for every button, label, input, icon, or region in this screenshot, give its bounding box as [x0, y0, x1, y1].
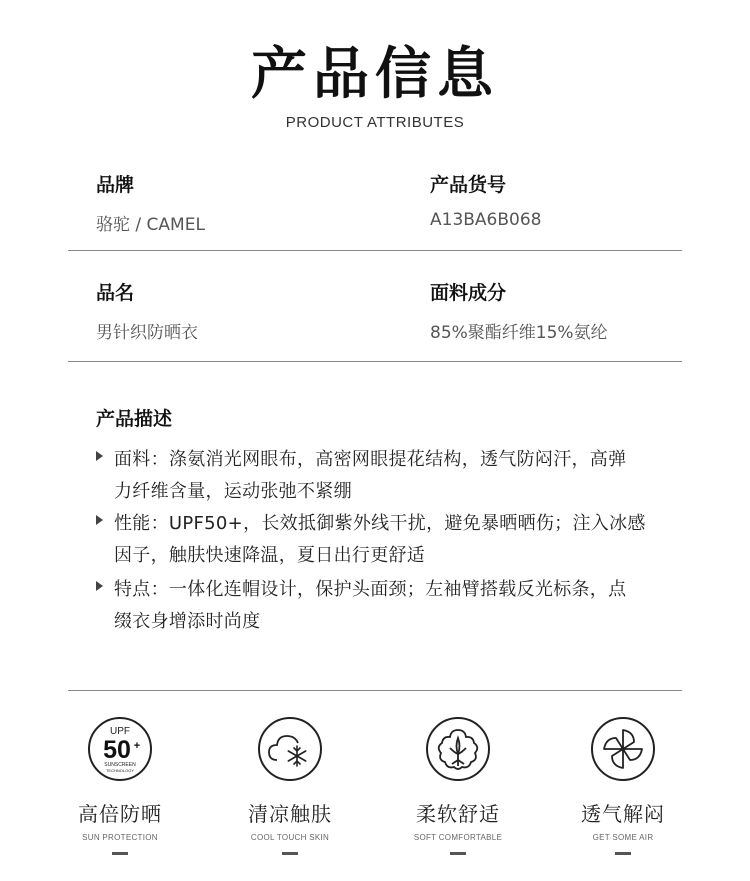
attribute-item-number	[430, 170, 541, 230]
fan-icon	[590, 716, 656, 782]
bullet-triangle-icon	[96, 515, 103, 525]
attribute-product-name	[96, 278, 198, 343]
attribute-value: 骆驼 / CAMEL	[96, 215, 205, 235]
upf-value: 50	[103, 736, 131, 764]
feature-subtitle: COOL TOUCH SKIN	[250, 833, 330, 842]
attribute-value: 男针织防晒衣	[96, 323, 198, 343]
cotton-flower-icon	[425, 716, 491, 782]
description-line: 特点：一体化连帽设计，保护头面颈；左袖臂搭载反光标条，点	[114, 579, 627, 600]
divider	[68, 250, 682, 251]
attribute-brand	[96, 170, 205, 235]
attribute-value: A13BA6B068	[430, 210, 542, 230]
description-line: 缀衣身增添时尚度	[114, 611, 261, 632]
upf50-icon	[87, 716, 153, 782]
feature-name: 清凉触肤	[248, 802, 332, 826]
feature-soft-comfortable	[378, 716, 538, 855]
feature-name: 透气解闷	[581, 802, 665, 826]
divider	[68, 361, 682, 362]
upf-plus: +	[133, 740, 141, 752]
feature-cool-touch	[210, 716, 370, 855]
upf-sublabel: SUNSCREEN	[104, 762, 136, 768]
feature-subtitle: GET SOME AIR	[592, 833, 654, 842]
page-subtitle: PRODUCT ATTRIBUTES	[285, 114, 465, 131]
description-line: 力纤维含量，运动张弛不紧绷	[114, 481, 352, 502]
bullet-triangle-icon	[96, 581, 103, 591]
upf-label: UPF	[110, 726, 130, 737]
description-line: 面料：涤氨消光网眼布，高密网眼提花结构，透气防闷汗，高弹	[114, 449, 627, 470]
attribute-fabric	[430, 278, 608, 343]
attribute-label: 品名	[96, 282, 135, 304]
feature-dash	[615, 852, 631, 855]
cool-snowflake-icon	[257, 716, 323, 782]
feature-breathable	[543, 716, 703, 855]
feature-dash	[112, 852, 128, 855]
attribute-label: 产品货号	[430, 174, 507, 196]
description-item	[96, 508, 716, 572]
feature-subtitle: SOFT COMFORTABLE	[413, 833, 503, 842]
divider	[68, 690, 682, 691]
feature-name: 柔软舒适	[416, 802, 500, 826]
description-item	[96, 574, 716, 638]
attribute-label: 面料成分	[430, 282, 507, 304]
description-line: 因子，触肤快速降温，夏日出行更舒适	[114, 545, 426, 566]
description-title: 产品描述	[96, 408, 173, 430]
attribute-label: 品牌	[96, 174, 135, 196]
feature-sun-protection	[40, 716, 200, 855]
description-item	[96, 444, 716, 508]
attribute-value: 85%聚酯纤维15%氨纶	[430, 323, 608, 343]
feature-dash	[450, 852, 466, 855]
upf-sublabel: TECHNOLOGY	[105, 768, 135, 773]
description-line: 性能：UPF50+，长效抵御紫外线干扰，避免暴晒晒伤；注入冰感	[114, 513, 646, 534]
feature-subtitle: SUN PROTECTION	[82, 833, 158, 842]
bullet-triangle-icon	[96, 451, 103, 461]
page-title: 产品信息	[251, 42, 499, 107]
feature-name: 高倍防晒	[78, 802, 162, 826]
feature-dash	[282, 852, 298, 855]
